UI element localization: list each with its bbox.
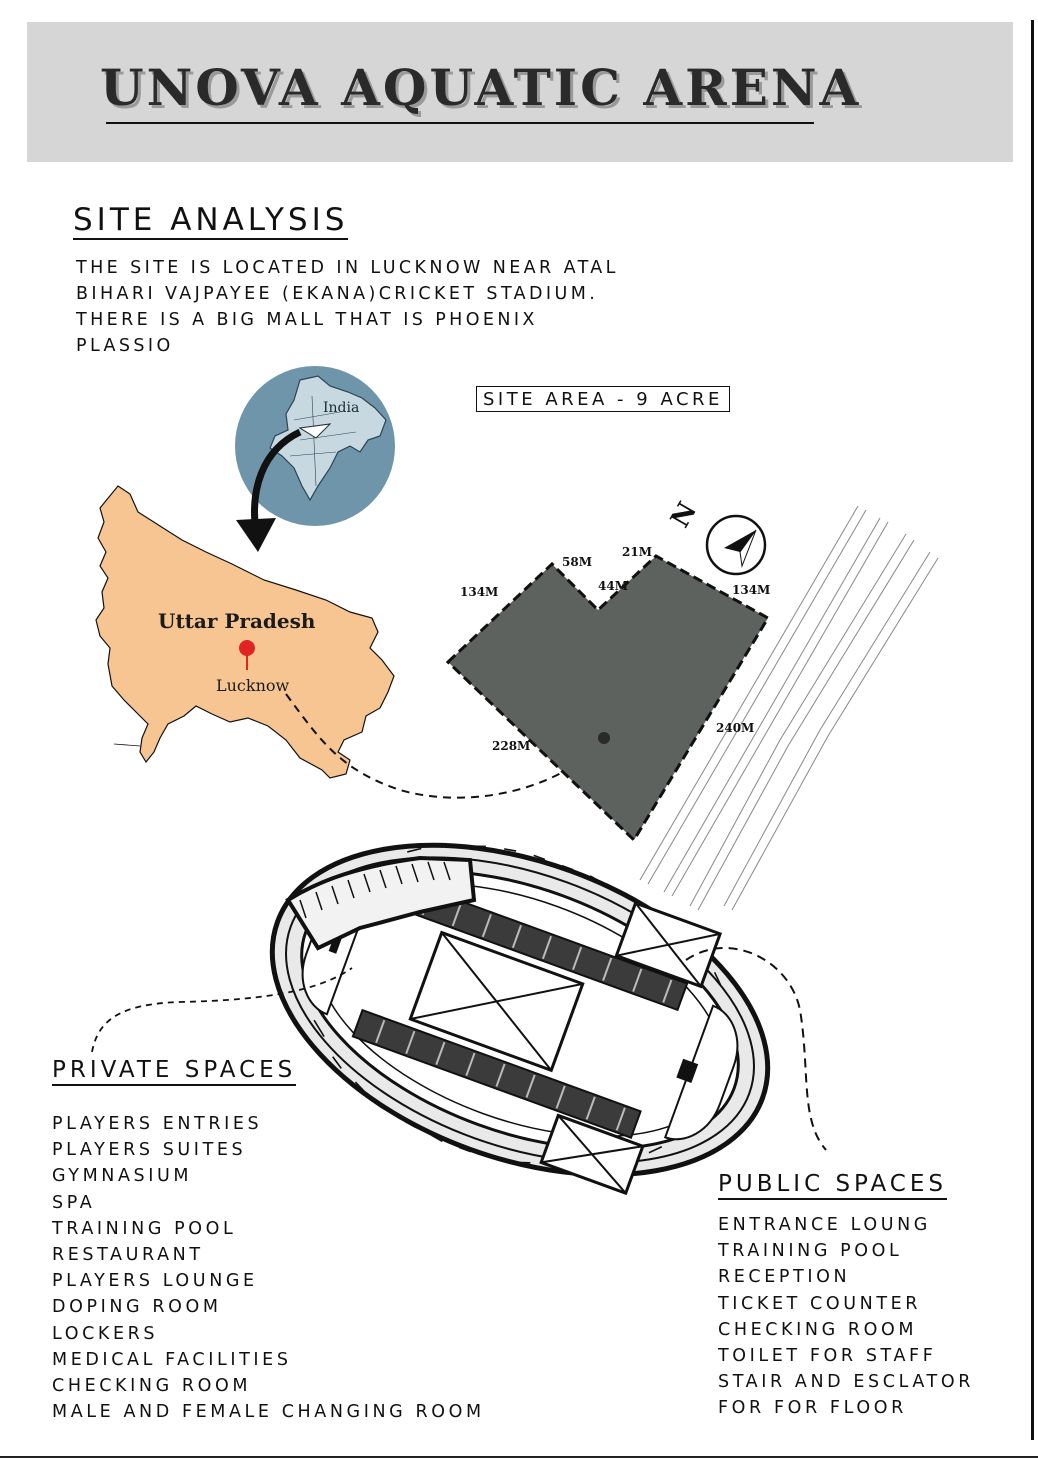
page-title: UNOVA AQUATIC ARENA — [100, 58, 862, 117]
india-label: India — [323, 400, 360, 416]
city-label: Lucknow — [216, 676, 290, 695]
list-item: DOPING ROOM — [52, 1297, 222, 1318]
list-item: RECEPTION — [718, 1267, 851, 1288]
site-area-label: SITE AREA - 9 ACRE — [476, 386, 730, 412]
list-item: TICKET COUNTER — [718, 1293, 922, 1314]
list-item: SPA — [52, 1192, 96, 1213]
list-item: PLAYERS ENTRIES — [52, 1114, 263, 1134]
list-item: MEDICAL FACILITIES — [52, 1349, 292, 1370]
dimension-label: 58M — [562, 555, 592, 569]
list-item: STAIR AND ESCLATOR — [718, 1372, 974, 1393]
dimension-label: 44M — [598, 579, 628, 593]
site-analysis-line: THE SITE IS LOCATED IN LUCKNOW NEAR ATAL — [76, 258, 619, 278]
list-item: FOR FOR FLOOR — [718, 1398, 907, 1419]
site-analysis-line: THERE IS A BIG MALL THAT IS PHOENIX — [76, 310, 538, 330]
list-item: PLAYERS SUITES — [52, 1140, 247, 1161]
dimension-label: 134M — [732, 583, 771, 597]
site-analysis-line: PLASSIO — [76, 336, 174, 356]
list-item: CHECKING ROOM — [52, 1375, 252, 1396]
list-item: CHECKING ROOM — [718, 1319, 918, 1340]
arrow-head-icon — [236, 518, 276, 552]
list-item: ENTRANCE LOUNG — [718, 1215, 931, 1235]
list-item: TRAINING POOL — [718, 1241, 903, 1262]
location-pin-icon — [239, 640, 255, 656]
dimension-label: 21M — [622, 545, 652, 559]
list-item: GYMNASIUM — [52, 1166, 193, 1187]
public-spaces-heading: PUBLIC SPACES — [718, 1170, 947, 1200]
site-analysis-line: BIHARI VAJPAYEE (EKANA)CRICKET STADIUM. — [76, 284, 599, 304]
dimension-label: 228M — [492, 739, 531, 753]
state-label: Uttar Pradesh — [158, 609, 316, 633]
list-item: TRAINING POOL — [52, 1218, 237, 1239]
dimension-label: 240M — [716, 721, 755, 735]
private-spaces-list — [52, 1111, 485, 1425]
list-item: TOILET FOR STAFF — [718, 1345, 937, 1366]
public-spaces-list — [718, 1212, 974, 1422]
list-item: MALE AND FEMALE CHANGING ROOM — [52, 1402, 485, 1423]
india-locator-globe — [235, 366, 395, 526]
list-item: PLAYERS LOUNGE — [52, 1271, 258, 1292]
site-analysis-heading: SITE ANALYSIS — [73, 202, 349, 238]
list-item: LOCKERS — [52, 1323, 159, 1344]
private-spaces-heading: PRIVATE SPACES — [52, 1056, 296, 1086]
dimension-label: 134M — [460, 585, 499, 599]
north-label: N — [665, 497, 704, 533]
list-item: RESTAURANT — [52, 1244, 204, 1265]
